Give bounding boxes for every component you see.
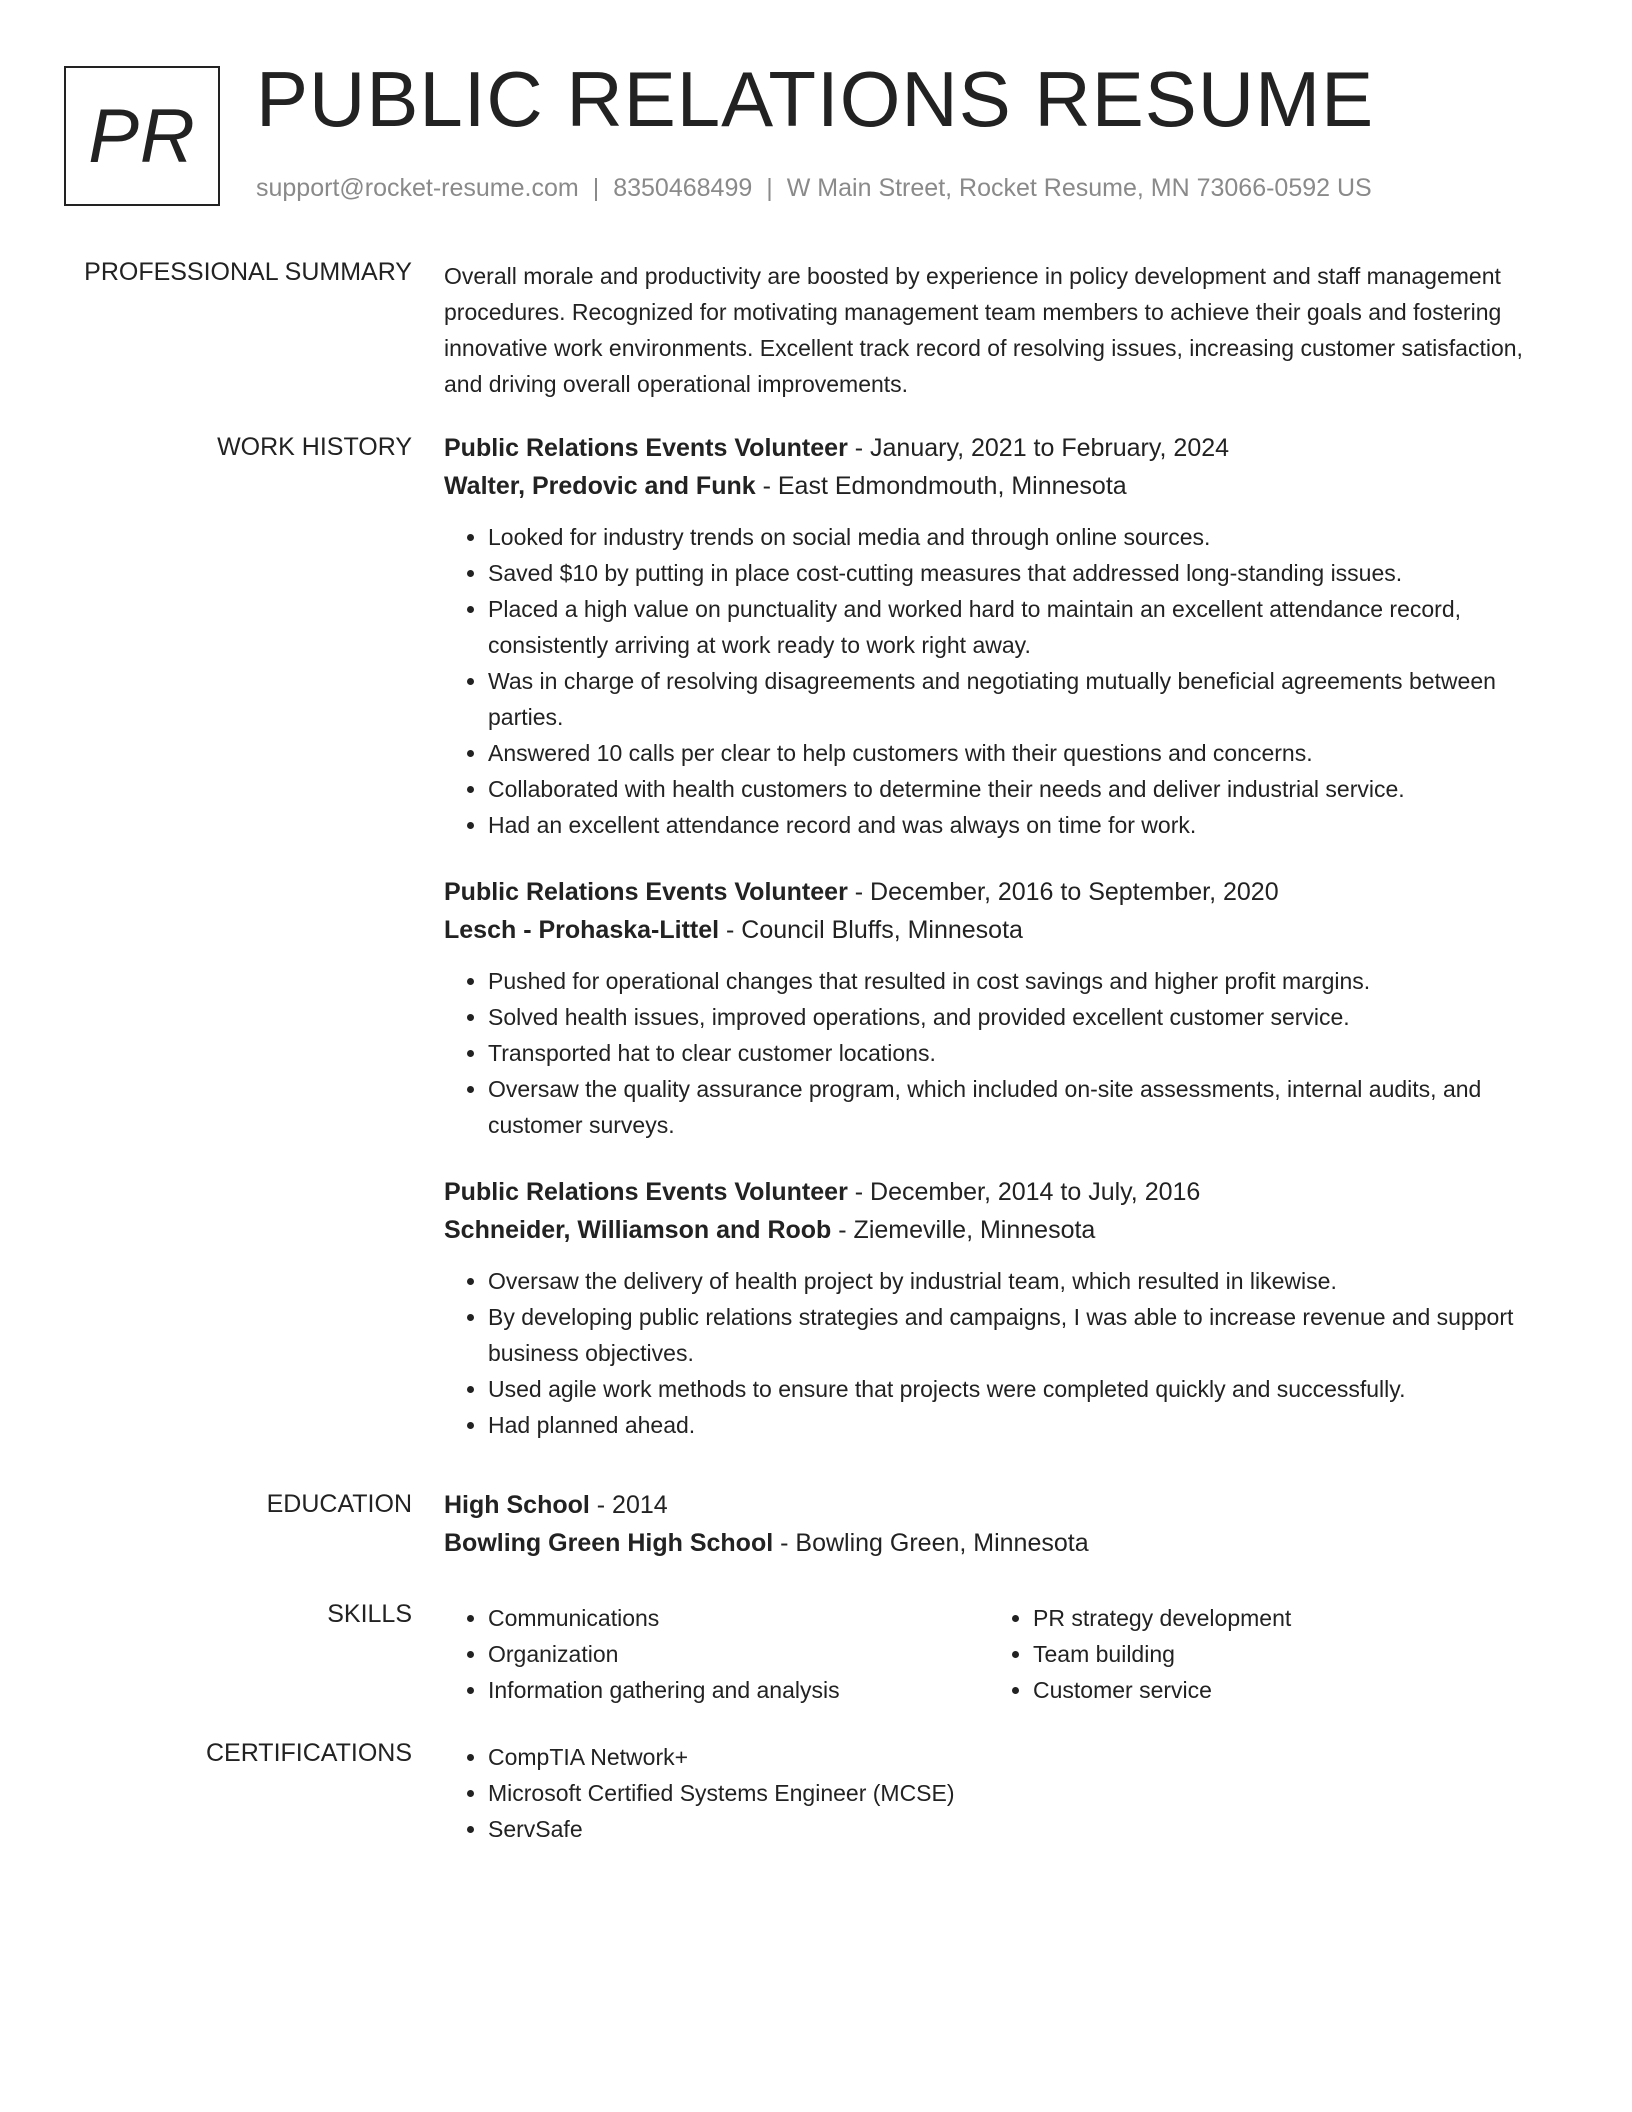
skills-column <box>989 1600 1489 1708</box>
contact-line <box>256 174 1372 203</box>
job-bullet: • Had planned ahead. <box>488 1407 1554 1443</box>
summary-text: Overall morale and productivity are boosted by experience in policy development and staff management procedures. Recognized for motivating management team members to achieve their goals and fostering innovative work environments. Excellent track record of resolving issues, increasing customer satisfaction, and driving overall operational improvements. <box>444 263 1523 397</box>
education-school: Bowling Green High School <box>444 1529 774 1557</box>
section-label-certifications: CERTIFICATIONS <box>205 1739 412 1767</box>
section-label-skills: SKILLS <box>327 1600 412 1628</box>
job-bullet: • Had an excellent attendance record and was always on time for work. <box>488 807 1554 843</box>
job-bullet: • Oversaw the quality assurance program, which included on-site assessments, internal audits, and customer surveys. <box>488 1071 1554 1143</box>
certification-item: • Microsoft Certified Systems Engineer (MCSE) <box>488 1775 1554 1811</box>
job-title: Public Relations Events Volunteer <box>444 878 848 906</box>
contact-address: W Main Street, Rocket Resume, MN 73066-0592 US <box>786 174 1372 202</box>
job-bullets <box>444 519 1554 843</box>
job-entry <box>444 873 1554 1143</box>
job-bullets <box>444 1263 1554 1443</box>
job-bullet: • Saved $10 by putting in place cost-cutting measures that addressed long-standing issues. <box>488 555 1554 591</box>
skill-item: • Team building <box>1033 1636 1489 1672</box>
job-bullet: • Pushed for operational changes that resulted in cost savings and higher profit margins. <box>488 963 1554 999</box>
certification-item: • ServSafe <box>488 1811 1554 1847</box>
skill-item: • Information gathering and analysis <box>488 1672 989 1708</box>
job-bullet: • Answered 10 calls per clear to help customers with their questions and concerns. <box>488 735 1554 771</box>
skills-column <box>444 1600 989 1708</box>
job-company: Lesch - Prohaska-Littel <box>444 916 720 944</box>
education-degree-line <box>444 1486 1554 1524</box>
job-dates: - January, 2021 to February, 2024 <box>847 434 1230 462</box>
education-location: - Bowling Green, Minnesota <box>773 1529 1089 1557</box>
contact-separator: | <box>766 174 773 202</box>
job-bullet: • Transported hat to clear customer locations. <box>488 1035 1554 1071</box>
job-location: - Council Bluffs, Minnesota <box>719 916 1023 944</box>
skill-item: • Organization <box>488 1636 989 1672</box>
job-title: Public Relations Events Volunteer <box>444 434 848 462</box>
skill-item: • Communications <box>488 1600 989 1636</box>
certification-item: • CompTIA Network+ <box>488 1739 1554 1775</box>
contact-separator: | <box>592 174 600 202</box>
education-year: - 2014 <box>589 1491 668 1519</box>
contact-phone: 8350468499 <box>613 174 753 202</box>
education-body <box>444 1486 1554 1562</box>
skills-list <box>444 1600 989 1708</box>
contact-email: support@rocket-resume.com <box>256 174 579 202</box>
job-company: Schneider, Williamson and Roob <box>444 1216 832 1244</box>
job-bullet: • By developing public relations strategies and campaigns, I was able to increase revenue and support business objectives. <box>488 1299 1554 1371</box>
job-entry <box>444 1173 1554 1443</box>
certifications-body <box>444 1739 1554 1847</box>
job-dates: - December, 2014 to July, 2016 <box>847 1178 1201 1206</box>
skill-item: • PR strategy development <box>1033 1600 1489 1636</box>
job-bullet: • Oversaw the delivery of health project by industrial team, which resulted in likewise. <box>488 1263 1554 1299</box>
job-bullet: • Used agile work methods to ensure that projects were completed quickly and successfully. <box>488 1371 1554 1407</box>
skills-grid <box>444 1600 1554 1708</box>
education-school-line <box>444 1524 1554 1562</box>
job-location: - Ziemeville, Minnesota <box>831 1216 1096 1244</box>
job-company: Walter, Predovic and Funk <box>444 472 756 500</box>
job-bullets <box>444 963 1554 1143</box>
job-dates: - December, 2016 to September, 2020 <box>847 878 1279 906</box>
job-entry <box>444 429 1554 843</box>
job-bullet: • Looked for industry trends on social media and through online sources. <box>488 519 1554 555</box>
skill-item: • Customer service <box>1033 1672 1489 1708</box>
job-title-line <box>444 429 1554 467</box>
job-company-line <box>444 467 1554 505</box>
job-bullet: • Placed a high value on punctuality and worked hard to maintain an excellent attendance record, consistently arriving at work ready to work right away. <box>488 591 1554 663</box>
job-bullet: • Solved health issues, improved operations, and provided excellent customer service. <box>488 999 1554 1035</box>
skills-list <box>989 1600 1489 1708</box>
certifications-list <box>444 1739 1554 1847</box>
summary-body <box>444 258 1554 402</box>
section-label-summary: PROFESSIONAL SUMMARY <box>84 258 412 286</box>
job-location: - East Edmondmouth, Minnesota <box>755 472 1127 500</box>
job-company-line <box>444 1211 1554 1249</box>
resume-title: PUBLIC RELATIONS RESUME <box>256 55 1375 143</box>
job-title-line <box>444 1173 1554 1211</box>
job-bullet: • Was in charge of resolving disagreements and negotiating mutually beneficial agreements between parties. <box>488 663 1554 735</box>
job-title-line <box>444 873 1554 911</box>
job-title: Public Relations Events Volunteer <box>444 1178 848 1206</box>
initials-text: PR <box>88 93 196 179</box>
section-label-education: EDUCATION <box>266 1490 412 1518</box>
job-bullet: • Collaborated with health customers to determine their needs and deliver industrial service. <box>488 771 1554 807</box>
education-degree: High School <box>444 1491 590 1519</box>
skills-body <box>444 1600 1554 1708</box>
initials-monogram <box>64 66 220 206</box>
work-history-body <box>444 429 1554 1443</box>
section-label-work-history: WORK HISTORY <box>217 433 412 461</box>
job-company-line <box>444 911 1554 949</box>
